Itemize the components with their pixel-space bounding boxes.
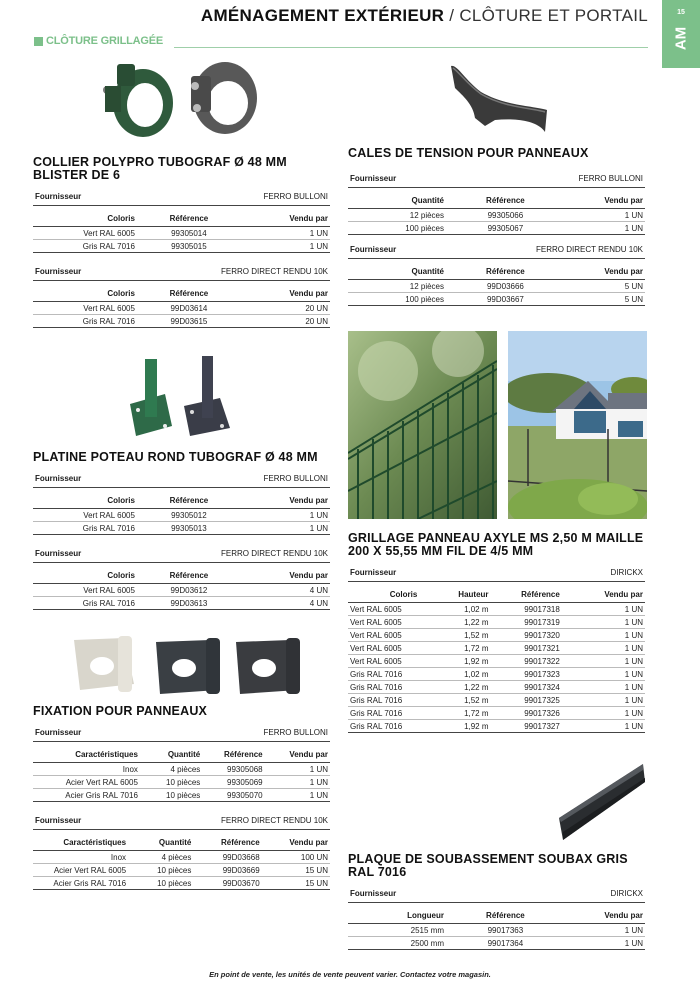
- table-row: [33, 302, 330, 315]
- product-table: [348, 911, 645, 950]
- cell-unit: 100 UN: [262, 851, 330, 864]
- cell-reference: 99D03667: [446, 293, 565, 306]
- cell-reference: 99017324: [491, 681, 562, 694]
- cell-height: 1,72 m: [419, 707, 490, 720]
- page-title-separator: /: [444, 6, 460, 25]
- cell-reference: 99017319: [491, 616, 562, 629]
- product-title-line: 200 X 55,55 MM FIL DE 4/5 MM: [348, 544, 534, 558]
- cell-color: Gris RAL 7016: [348, 720, 419, 733]
- cell-unit: 1 UN: [562, 694, 645, 707]
- cell-height: 1,22 m: [419, 616, 490, 629]
- grey-post-plate-icon: [184, 356, 230, 436]
- supplier-label: Fournisseur: [350, 245, 397, 254]
- supplier-name: FERRO BULLONI: [578, 174, 643, 183]
- cell-color: Gris RAL 7016: [33, 597, 137, 610]
- cell-reference: 99017321: [491, 642, 562, 655]
- cell-feature: Acier Vert RAL 6005: [33, 776, 140, 789]
- cell-unit: 1 UN: [562, 603, 645, 616]
- table-row: [33, 509, 330, 522]
- column-header: Référence: [446, 267, 565, 280]
- cell-reference: 99017325: [491, 694, 562, 707]
- supplier-label: Fournisseur: [35, 728, 82, 737]
- product-cales: [348, 147, 645, 306]
- cell-unit: 15 UN: [262, 864, 330, 877]
- column-header: Caractéristiques: [33, 838, 128, 851]
- column-header: Référence: [193, 838, 261, 851]
- cell-reference: 99305012: [137, 509, 241, 522]
- cell-unit: 4 UN: [241, 584, 330, 597]
- cell-color: Vert RAL 6005: [348, 616, 419, 629]
- cell-unit: 4 UN: [241, 597, 330, 610]
- product-platine: [33, 451, 330, 610]
- page-title-category: AMÉNAGEMENT EXTÉRIEUR: [200, 6, 445, 25]
- column-header: Quantité: [128, 838, 193, 851]
- cell-unit: 1 UN: [265, 776, 330, 789]
- supplier-name: FERRO DIRECT RENDU 10K: [221, 549, 328, 558]
- cell-reference: 99305069: [202, 776, 264, 789]
- page-title-subcategory: CLÔTURE ET PORTAIL: [459, 6, 648, 25]
- supplier-row: [33, 549, 330, 563]
- cell-reference: 99017327: [491, 720, 562, 733]
- cell-reference: 99017318: [491, 603, 562, 616]
- cell-quantity: 100 pièces: [348, 222, 446, 235]
- column-header: Vendu par: [562, 590, 645, 603]
- column-header: Référence: [491, 590, 562, 603]
- column-header: Référence: [137, 214, 241, 227]
- table-row: [348, 293, 645, 306]
- column-header: Vendu par: [241, 289, 330, 302]
- cell-color: Gris RAL 7016: [348, 707, 419, 720]
- column-header: Caractéristiques: [33, 750, 140, 763]
- supplier-name: FERRO DIRECT RENDU 10K: [536, 245, 643, 254]
- page-title: [0, 6, 648, 26]
- column-header: Vendu par: [241, 571, 330, 584]
- column-header: Vendu par: [262, 838, 330, 851]
- cell-reference: 99305067: [446, 222, 565, 235]
- cell-color: Vert RAL 6005: [33, 227, 137, 240]
- product-table: [33, 496, 330, 535]
- cell-feature: Inox: [33, 763, 140, 776]
- cell-color: Gris RAL 7016: [348, 681, 419, 694]
- cell-color: Vert RAL 6005: [348, 629, 419, 642]
- supplier-row: [348, 568, 645, 582]
- grey-collar-icon: [191, 62, 257, 134]
- cell-unit: 1 UN: [562, 681, 645, 694]
- column-header: Coloris: [33, 214, 137, 227]
- table-row: [348, 209, 645, 222]
- column-header: Coloris: [33, 571, 137, 584]
- product-table: [33, 289, 330, 328]
- table-row: [33, 851, 330, 864]
- product-table: [33, 750, 330, 802]
- cell-quantity: 4 pièces: [140, 763, 202, 776]
- footer-note: En point de vente, les unités de vente peuvent varier. Contactez votre magasin.: [209, 970, 491, 979]
- cell-reference: 99D03614: [137, 302, 241, 315]
- table-row: [348, 222, 645, 235]
- cell-reference: 99017322: [491, 655, 562, 668]
- cell-color: Vert RAL 6005: [348, 603, 419, 616]
- supplier-label: Fournisseur: [35, 549, 82, 558]
- section-side-tab: [662, 0, 700, 68]
- supplier-label: Fournisseur: [35, 267, 82, 276]
- table-row: [348, 668, 645, 681]
- inox-fixing-icon: [74, 636, 134, 692]
- cell-color: Gris RAL 7016: [348, 668, 419, 681]
- column-header: Référence: [446, 196, 565, 209]
- column-header: Référence: [137, 571, 241, 584]
- product-title-line: GRILLAGE PANNEAU AXYLE MS 2,50 M MAILLE: [348, 531, 644, 545]
- product-title-line: CALES DE TENSION POUR PANNEAUX: [348, 146, 589, 160]
- column-header: Coloris: [348, 590, 419, 603]
- supplier-label: Fournisseur: [350, 889, 397, 898]
- product-title: [348, 532, 645, 558]
- table-row: [33, 776, 330, 789]
- cell-reference: 99017323: [491, 668, 562, 681]
- cell-color: Vert RAL 6005: [348, 642, 419, 655]
- product-collier: [33, 156, 330, 328]
- section-code: AM: [672, 26, 690, 51]
- table-row: [348, 681, 645, 694]
- cell-height: 1,22 m: [419, 681, 490, 694]
- product-title-line: FIXATION POUR PANNEAUX: [33, 704, 208, 718]
- product-title-line: RAL 7016: [348, 865, 407, 879]
- cell-quantity: 12 pièces: [348, 280, 446, 293]
- table-row: [348, 642, 645, 655]
- table-row: [33, 864, 330, 877]
- cell-color: Gris RAL 7016: [33, 522, 137, 535]
- cell-height: 1,52 m: [419, 629, 490, 642]
- cell-unit: 1 UN: [565, 222, 645, 235]
- section-divider: [174, 47, 648, 48]
- table-row: [348, 655, 645, 668]
- cell-color: Vert RAL 6005: [33, 509, 137, 522]
- table-row: [348, 924, 645, 937]
- supplier-name: FERRO DIRECT RENDU 10K: [221, 267, 328, 276]
- table-row: [33, 315, 330, 328]
- collar-clamps-image: [95, 58, 265, 146]
- cell-color: Gris RAL 7016: [33, 240, 137, 253]
- cell-reference: 99D03612: [137, 584, 241, 597]
- cell-reference: 99305013: [137, 522, 241, 535]
- supplier-label: Fournisseur: [35, 816, 82, 825]
- table-row: [33, 763, 330, 776]
- cell-unit: 20 UN: [241, 302, 330, 315]
- cell-height: 1,92 m: [419, 720, 490, 733]
- cell-unit: 1 UN: [565, 924, 645, 937]
- column-header: Quantité: [140, 750, 202, 763]
- cell-reference: 99D03613: [137, 597, 241, 610]
- column-header: Référence: [137, 496, 241, 509]
- table-row: [348, 694, 645, 707]
- cell-quantity: 12 pièces: [348, 209, 446, 222]
- cell-unit: 1 UN: [562, 668, 645, 681]
- table-row: [348, 720, 645, 733]
- column-header: Quantité: [348, 267, 446, 280]
- panel-fixings-image: [68, 632, 308, 702]
- product-title-line: PLAQUE DE SOUBASSEMENT SOUBAX GRIS: [348, 852, 628, 866]
- cell-color: Vert RAL 6005: [33, 584, 137, 597]
- green-post-plate-icon: [130, 359, 172, 436]
- cell-reference: 99305066: [446, 209, 565, 222]
- green-fixing-icon: [156, 638, 220, 694]
- cell-color: Vert RAL 6005: [348, 655, 419, 668]
- product-grillage: [348, 532, 645, 733]
- supplier-row: [348, 174, 645, 188]
- supplier-row: [33, 267, 330, 281]
- supplier-row: [33, 192, 330, 206]
- section-square-icon: [34, 37, 43, 46]
- supplier-row: [33, 816, 330, 830]
- column-header: Vendu par: [565, 267, 645, 280]
- column-header: Vendu par: [241, 496, 330, 509]
- cell-quantity: 10 pièces: [128, 877, 193, 890]
- table-row: [348, 280, 645, 293]
- product-title: [33, 705, 330, 718]
- cell-reference: 99305068: [202, 763, 264, 776]
- cell-length: 2500 mm: [348, 937, 446, 950]
- supplier-label: Fournisseur: [350, 568, 397, 577]
- cell-color: Gris RAL 7016: [33, 315, 137, 328]
- supplier-row: [348, 245, 645, 259]
- cell-unit: 1 UN: [562, 720, 645, 733]
- product-table: [348, 267, 645, 306]
- supplier-label: Fournisseur: [350, 174, 397, 183]
- supplier-name: DIRICKX: [610, 889, 643, 898]
- cell-height: 1,92 m: [419, 655, 490, 668]
- cell-unit: 1 UN: [241, 509, 330, 522]
- column-header: Vendu par: [565, 196, 645, 209]
- column-header: Vendu par: [565, 911, 645, 924]
- table-row: [348, 629, 645, 642]
- cell-color: Vert RAL 6005: [33, 302, 137, 315]
- supplier-name: DIRICKX: [610, 568, 643, 577]
- cell-unit: 15 UN: [262, 877, 330, 890]
- cell-reference: 99D03615: [137, 315, 241, 328]
- cell-unit: 1 UN: [241, 240, 330, 253]
- product-title: [348, 147, 645, 160]
- product-title: [348, 853, 645, 879]
- column-header: Coloris: [33, 289, 137, 302]
- page-number: 15: [677, 9, 685, 16]
- green-collar-icon: [103, 64, 173, 137]
- cell-quantity: 4 pièces: [128, 851, 193, 864]
- cell-reference: 99D03666: [446, 280, 565, 293]
- section-label: CLÔTURE GRILLAGÉE: [46, 35, 163, 47]
- cell-feature: Inox: [33, 851, 128, 864]
- product-title-line: COLLIER POLYPRO TUBOGRAF Ø 48 MM: [33, 155, 287, 169]
- cell-feature: Acier Vert RAL 6005: [33, 864, 128, 877]
- cell-unit: 1 UN: [562, 655, 645, 668]
- cell-reference: 99305014: [137, 227, 241, 240]
- cell-quantity: 10 pièces: [128, 864, 193, 877]
- post-plates-image: [120, 354, 240, 438]
- column-header: Longueur: [348, 911, 446, 924]
- cell-unit: 1 UN: [562, 642, 645, 655]
- table-row: [33, 877, 330, 890]
- cell-unit: 1 UN: [562, 616, 645, 629]
- supplier-label: Fournisseur: [35, 192, 82, 201]
- cell-reference: 99305070: [202, 789, 264, 802]
- supplier-name: FERRO BULLONI: [263, 728, 328, 737]
- cell-unit: 20 UN: [241, 315, 330, 328]
- table-row: [33, 227, 330, 240]
- supplier-row: [33, 474, 330, 488]
- cell-unit: 1 UN: [241, 227, 330, 240]
- column-header: Référence: [137, 289, 241, 302]
- cell-color: Gris RAL 7016: [348, 694, 419, 707]
- table-row: [33, 584, 330, 597]
- cell-reference: 99017364: [446, 937, 565, 950]
- cell-quantity: 100 pièces: [348, 293, 446, 306]
- product-table: [348, 196, 645, 235]
- supplier-row: [348, 889, 645, 903]
- supplier-name: FERRO DIRECT RENDU 10K: [221, 816, 328, 825]
- column-header: Vendu par: [241, 214, 330, 227]
- cell-reference: 99017363: [446, 924, 565, 937]
- section-heading: [34, 35, 648, 49]
- cell-reference: 99017320: [491, 629, 562, 642]
- product-table: [33, 838, 330, 890]
- table-row: [33, 789, 330, 802]
- cell-unit: 5 UN: [565, 280, 645, 293]
- cell-reference: 99D03669: [193, 864, 261, 877]
- cell-unit: 1 UN: [265, 789, 330, 802]
- supplier-row: [33, 728, 330, 742]
- table-row: [33, 522, 330, 535]
- table-row: [33, 597, 330, 610]
- product-plaque: [348, 853, 645, 950]
- product-table: [33, 571, 330, 610]
- house-with-fence-photo: [508, 331, 647, 519]
- product-title: [33, 156, 330, 182]
- grey-fixing-icon: [236, 638, 300, 694]
- cell-unit: 5 UN: [565, 293, 645, 306]
- cell-unit: 1 UN: [562, 707, 645, 720]
- supplier-label: Fournisseur: [35, 474, 82, 483]
- cell-reference: 99D03668: [193, 851, 261, 864]
- supplier-name: FERRO BULLONI: [263, 474, 328, 483]
- column-header: Hauteur: [419, 590, 490, 603]
- table-row: [348, 937, 645, 950]
- column-header: Quantité: [348, 196, 446, 209]
- cell-quantity: 10 pièces: [140, 789, 202, 802]
- cell-unit: 1 UN: [565, 209, 645, 222]
- fence-panel-closeup-photo: [348, 331, 497, 519]
- cell-reference: 99305015: [137, 240, 241, 253]
- cell-unit: 1 UN: [241, 522, 330, 535]
- table-row: [348, 616, 645, 629]
- cell-unit: 1 UN: [562, 629, 645, 642]
- cell-feature: Acier Gris RAL 7016: [33, 789, 140, 802]
- column-header: Référence: [446, 911, 565, 924]
- base-plate-image: [555, 760, 647, 842]
- cell-height: 1,02 m: [419, 603, 490, 616]
- table-row: [33, 240, 330, 253]
- product-title-line: BLISTER DE 6: [33, 168, 121, 182]
- product-fixation: [33, 705, 330, 890]
- tension-wedge-image: [445, 62, 555, 138]
- cell-height: 1,02 m: [419, 668, 490, 681]
- product-title-line: PLATINE POTEAU ROND TUBOGRAF Ø 48 MM: [33, 450, 318, 464]
- cell-unit: 1 UN: [265, 763, 330, 776]
- cell-quantity: 10 pièces: [140, 776, 202, 789]
- product-title: [33, 451, 330, 464]
- cell-feature: Acier Gris RAL 7016: [33, 877, 128, 890]
- cell-length: 2515 mm: [348, 924, 446, 937]
- column-header: Référence: [202, 750, 264, 763]
- product-table: [348, 590, 645, 733]
- supplier-name: FERRO BULLONI: [263, 192, 328, 201]
- column-header: Vendu par: [265, 750, 330, 763]
- cell-height: 1,52 m: [419, 694, 490, 707]
- table-row: [348, 707, 645, 720]
- product-table: [33, 214, 330, 253]
- cell-unit: 1 UN: [565, 937, 645, 950]
- column-header: Coloris: [33, 496, 137, 509]
- cell-reference: 99D03670: [193, 877, 261, 890]
- cell-reference: 99017326: [491, 707, 562, 720]
- table-row: [348, 603, 645, 616]
- cell-height: 1,72 m: [419, 642, 490, 655]
